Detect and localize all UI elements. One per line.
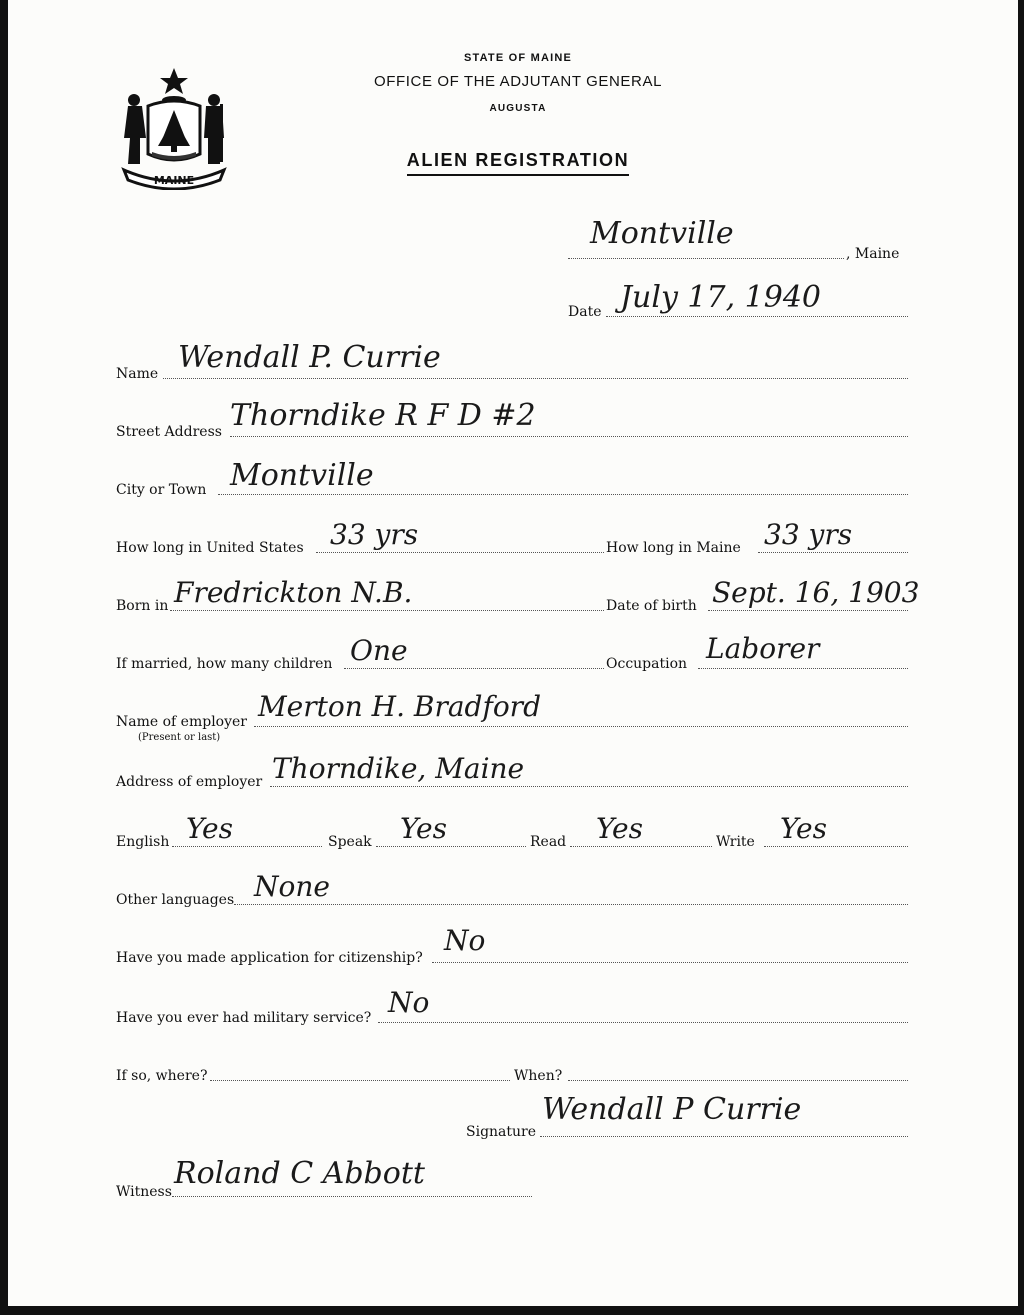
date-value: July 17, 1940 (620, 280, 822, 315)
maine-state-seal-icon (120, 66, 228, 190)
employer-address-label: Address of employer (116, 774, 263, 790)
employer-address-value: Thorndike, Maine (272, 752, 525, 785)
other-languages-label: Other languages (116, 892, 235, 908)
citizenship-line (432, 962, 908, 963)
how-long-us-value: 33 yrs (330, 518, 419, 551)
how-long-maine-line (758, 552, 908, 553)
name-line (163, 378, 908, 379)
english-label: English (116, 834, 170, 850)
write-label: Write (716, 834, 755, 850)
occupation-line (698, 668, 908, 669)
employer-note: (Present or last) (138, 732, 221, 743)
signature-value: Wendall P Currie (542, 1092, 802, 1127)
date-of-birth-value: Sept. 16, 1903 (712, 576, 920, 609)
citizenship-value: No (444, 924, 486, 957)
header-city: AUGUSTA (489, 103, 547, 114)
signature-line (540, 1136, 908, 1137)
city-value: Montville (230, 458, 374, 493)
how-long-us-label: How long in United States (116, 540, 304, 556)
speak-label: Speak (328, 834, 372, 850)
employer-value: Merton H. Bradford (258, 690, 541, 723)
town-line (568, 258, 844, 259)
name-label: Name (116, 366, 159, 382)
form-title (308, 150, 728, 171)
seal-banner-text: MAINE (153, 174, 195, 187)
town-value: Montville (590, 216, 734, 251)
witness-value: Roland C Abbott (174, 1156, 425, 1191)
born-in-label: Born in (116, 598, 169, 614)
when-label: When? (514, 1068, 563, 1084)
read-line (570, 846, 712, 847)
city-label: City or Town (116, 482, 207, 498)
english-line (172, 846, 322, 847)
write-value: Yes (780, 812, 827, 845)
children-label: If married, how many children (116, 656, 333, 672)
born-in-line (170, 610, 604, 611)
children-value: One (350, 634, 408, 667)
employer-address-line (270, 786, 908, 787)
employer-line (254, 726, 908, 727)
street-line (230, 436, 908, 437)
signature-label: Signature (466, 1124, 537, 1140)
military-label: Have you ever had military service? (116, 1010, 372, 1026)
speak-line (376, 846, 526, 847)
military-line (378, 1022, 908, 1023)
how-long-us-line (316, 552, 604, 553)
read-value: Yes (596, 812, 643, 845)
header-office: OFFICE OF THE ADJUTANT GENERAL (373, 73, 663, 90)
born-in-value: Fredrickton N.B. (174, 576, 413, 609)
city-line (218, 494, 908, 495)
english-value: Yes (186, 812, 233, 845)
occupation-value: Laborer (706, 632, 820, 665)
citizenship-label: Have you made application for citizenship? (116, 950, 423, 966)
when-line (568, 1080, 908, 1081)
children-line (344, 668, 604, 669)
other-languages-line (234, 904, 908, 905)
date-of-birth-label: Date of birth (606, 598, 697, 614)
name-value: Wendall P. Currie (178, 340, 441, 375)
date-label: Date (568, 304, 602, 320)
how-long-maine-value: 33 yrs (764, 518, 853, 551)
read-label: Read (530, 834, 567, 850)
where-line (210, 1080, 510, 1081)
employer-label: Name of employer (116, 714, 247, 730)
how-long-maine-label: How long in Maine (606, 540, 741, 556)
registration-form (8, 0, 1018, 1306)
other-languages-value: None (254, 870, 330, 903)
date-of-birth-line (708, 610, 908, 611)
write-line (764, 846, 908, 847)
occupation-label: Occupation (606, 656, 688, 672)
maine-suffix-label: , Maine (846, 246, 900, 262)
where-label: If so, where? (116, 1068, 208, 1084)
date-line (606, 316, 908, 317)
street-value: Thorndike R F D #2 (230, 398, 536, 433)
header-state: STATE OF MAINE (463, 52, 573, 64)
street-label: Street Address (116, 424, 222, 440)
speak-value: Yes (400, 812, 447, 845)
form-title-text: ALIEN REGISTRATION (407, 150, 629, 176)
witness-line (172, 1196, 532, 1197)
witness-label: Witness (116, 1184, 172, 1200)
military-value: No (388, 986, 430, 1019)
